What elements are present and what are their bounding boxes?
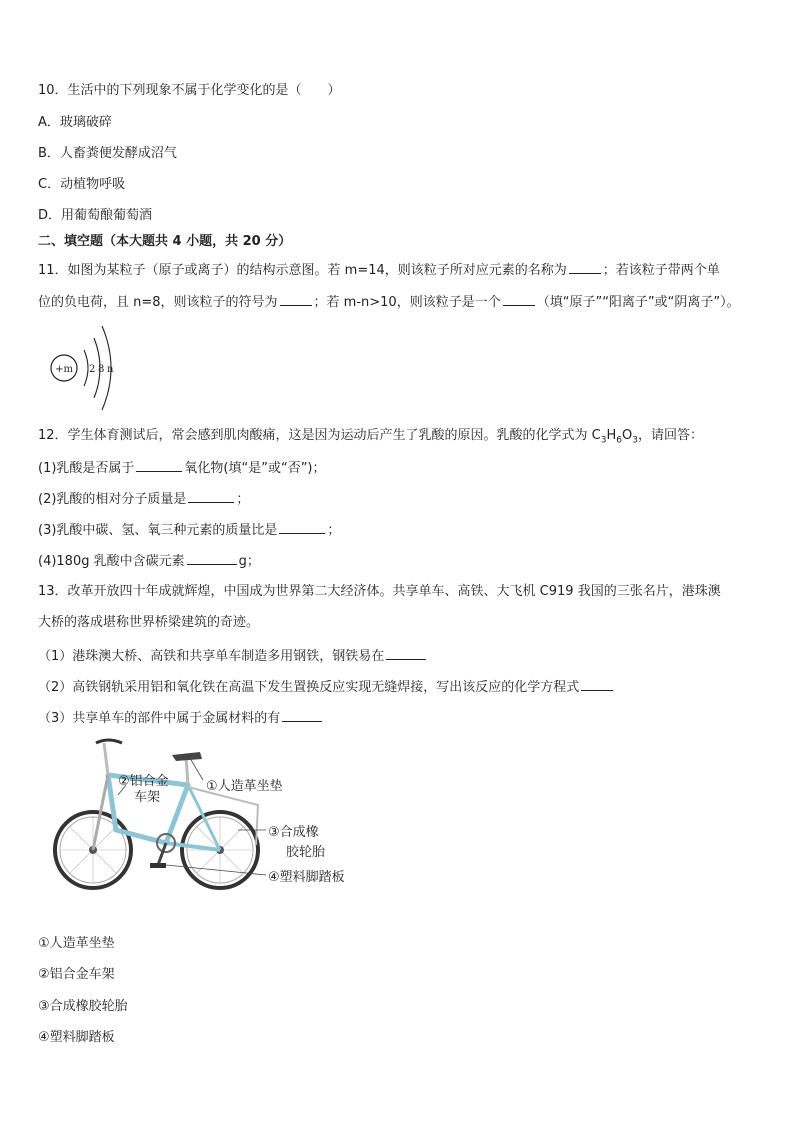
- q12-blank-4[interactable]: [187, 551, 237, 565]
- q13-answer-1[interactable]: ①人造革坐垫: [38, 936, 115, 951]
- figure-label-2b: 车架: [134, 790, 161, 805]
- q12-blank-2[interactable]: [188, 489, 234, 503]
- figure-label-3a: ③合成橡: [268, 825, 319, 840]
- q12-part1: [38, 458, 326, 478]
- q10-option-d[interactable]: D．用葡萄酿葡萄酒: [38, 208, 153, 223]
- q12-text: ，请回答：: [637, 428, 703, 443]
- q13-blank-2[interactable]: [581, 677, 613, 691]
- shell-1-count: 2: [89, 364, 96, 375]
- q12-text: H: [606, 428, 617, 443]
- q12-text: 氧化物(填“是”或“否”)；: [184, 461, 326, 476]
- atom-structure-diagram: [44, 318, 124, 418]
- q13-line2: 大桥的落成堪称世界桥梁建筑的奇迹。: [38, 615, 260, 630]
- q13-part3: [38, 708, 324, 728]
- q13-answer-4[interactable]: ④塑料脚踏板: [38, 1030, 115, 1045]
- q11-text: （填“原子”“阳离子”或“阴离子”）。: [536, 295, 740, 310]
- q10-option-b[interactable]: B．人畜粪便发酵成沼气: [38, 146, 177, 161]
- q11-blank-3[interactable]: [503, 292, 535, 306]
- handlebar: [96, 740, 122, 743]
- shell-arc-1: [84, 350, 88, 386]
- shell-2-count: 8: [98, 364, 105, 375]
- figure-label-1: ①人造革坐垫: [206, 779, 283, 794]
- q13-answer-2[interactable]: ②铝合金车架: [38, 967, 115, 982]
- q12-part3: [38, 520, 340, 540]
- q11-text: ；若 m-n>10，则该粒子是一个: [313, 295, 501, 310]
- q12-text: (4)180g 乳酸中含碳元素: [38, 554, 185, 569]
- figure-label-2a: ②铝合金: [118, 774, 169, 789]
- q13-text: （3）共享单车的部件中属于金属材料的有: [38, 711, 281, 726]
- saddle: [172, 752, 202, 761]
- q10-option-a[interactable]: A．玻璃破碎: [38, 115, 112, 130]
- q12-sub: 3: [600, 435, 607, 446]
- q11-line2: [38, 292, 740, 312]
- q12-text: O: [622, 428, 633, 443]
- q11-blank-1[interactable]: [569, 260, 601, 274]
- q13-blank-3[interactable]: [282, 708, 322, 722]
- q12-text: ；: [236, 492, 250, 507]
- q12-text: (3)乳酸中碳、氢、氧三种元素的质量比是: [38, 523, 278, 538]
- pedal: [150, 863, 166, 868]
- q13-text: （1）港珠澳大桥、高铁和共享单车制造多用钢铁，钢铁易在: [38, 649, 385, 664]
- q12-part4: [38, 551, 260, 571]
- handle-stem: [104, 743, 108, 775]
- q13-answer-3[interactable]: ③合成橡胶轮胎: [38, 999, 128, 1014]
- q12-blank-3[interactable]: [279, 520, 325, 534]
- q11-line1: [38, 260, 720, 280]
- spokes: [60, 817, 253, 883]
- q12-blank-1[interactable]: [136, 458, 182, 472]
- q12-text: (1)乳酸是否属于: [38, 461, 135, 476]
- q13-blank-1[interactable]: [386, 646, 426, 660]
- q12-text: ；: [327, 523, 341, 538]
- rear-rack: [188, 787, 258, 845]
- nucleus-label: +m: [55, 364, 73, 375]
- q12-sub: 6: [616, 435, 623, 446]
- q12-text: g；: [238, 554, 260, 569]
- q13-text: （2）高铁钢轨采用铝和氧化铁在高温下发生置换反应实现无缝焊接，写出该反应的化学方程式: [38, 680, 580, 695]
- q13-part1: [38, 646, 428, 666]
- figure-label-3b: 胶轮胎: [286, 845, 326, 860]
- seat-post: [186, 757, 188, 785]
- q11-text: ；若该粒子带两个单: [602, 263, 720, 278]
- q12-text: 12．学生体育测试后，常会感到肌肉酸痛，这是因为运动后产生了乳酸的原因。乳酸的化学式为 C: [38, 428, 601, 443]
- q11-blank-2[interactable]: [280, 292, 312, 306]
- q11-text: 位的负电荷，且 n=8，则该粒子的符号为: [38, 295, 278, 310]
- q12-stem: [38, 427, 703, 450]
- q10-stem: 10．生活中的下列现象不属于化学变化的是（ ）: [38, 83, 341, 98]
- shell-3-count: n: [107, 364, 114, 375]
- q11-text: 11．如图为某粒子（原子或离子）的结构示意图。若 m=14，则该粒子所对应元素的名称为: [38, 263, 567, 278]
- q12-text: (2)乳酸的相对分子质量是: [38, 492, 187, 507]
- crank-arm: [158, 843, 166, 865]
- section-heading: 二、填空题（本大题共 4 小题，共 20 分）: [38, 234, 292, 249]
- q13-line1: 13．改革开放四十年成就辉煌，中国成为世界第二大经济体。共享单车、高铁、大飞机 C919 我国的三张名片，港珠澳: [38, 584, 721, 599]
- bicycle-figure: [38, 735, 368, 895]
- q10-option-c[interactable]: C．动植物呼吸: [38, 177, 126, 192]
- figure-label-4: ④塑料脚踏板: [268, 870, 345, 885]
- q13-part2: [38, 677, 615, 697]
- q12-part2: [38, 489, 249, 509]
- q12-sub: 3: [632, 435, 638, 446]
